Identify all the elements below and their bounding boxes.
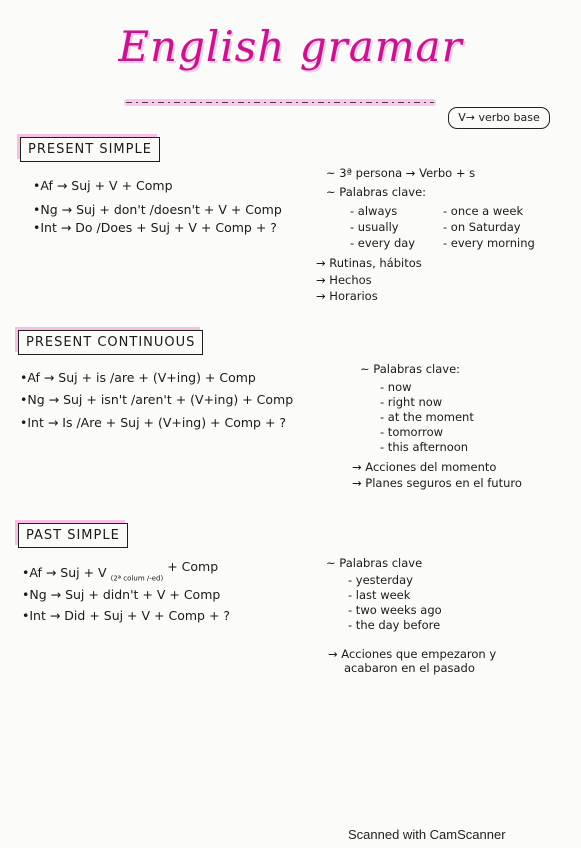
page-title: English gramar [118,22,463,71]
rule-affirmative: •Af → Suj + V + Comp [33,178,173,193]
scanner-watermark: Scanned with CamScanner [348,827,506,842]
keyword: - every morning [443,236,535,250]
rule-negative: •Ng → Suj + isn't /aren't + (V+ing) + Comp [20,392,294,407]
use-note: → Planes seguros en el futuro [352,476,522,490]
legend-note: V→ verbo base [448,107,550,129]
keyword: - tomorrow [380,425,444,439]
keyword: - usually [350,220,399,234]
rule-affirmative-main: •Af → Suj + V [22,565,107,580]
note: ~ Palabras clave: [360,362,461,376]
keyword: - last week [348,588,411,602]
rule-affirmative [22,559,219,583]
note: ~ Palabras clave: [326,185,427,199]
use-note: → Acciones del momento [352,460,497,474]
section-heading-past-simple: PAST SIMPLE [18,523,128,548]
rule-affirmative-end: + Comp [167,559,219,574]
keyword: - every day [350,236,416,250]
note: ~ Palabras clave [326,556,423,570]
use-note: acabaron en el pasado [344,661,475,675]
keyword: - at the moment [380,410,474,424]
rule-interrogative: •Int → Do /Does + Suj + V + Comp + ? [33,220,277,235]
use-note: → Rutinas, hábitos [316,256,422,270]
rule-negative: •Ng → Suj + don't /doesn't + V + Comp [33,202,282,217]
section-heading-present-simple: PRESENT SIMPLE [20,137,160,162]
keyword: - yesterday [348,573,413,587]
use-note: → Hechos [316,273,372,287]
keyword: - this afternoon [380,440,469,454]
keyword: - on Saturday [443,220,521,234]
keyword: - now [380,380,412,394]
section-heading-present-continuous: PRESENT CONTINUOUS [18,330,203,355]
title-underline [124,99,436,106]
note: ~ 3ª persona → Verbo + s [326,166,476,180]
keyword: - once a week [443,204,524,218]
use-note: → Acciones que empezaron y [328,647,497,661]
keyword: - the day before [348,618,441,632]
rule-negative: •Ng → Suj + didn't + V + Comp [22,587,221,602]
keyword: - right now [380,395,443,409]
rule-interrogative: •Int → Did + Suj + V + Comp + ? [22,608,231,623]
rule-interrogative: •Int → Is /Are + Suj + (V+ing) + Comp + ? [20,415,287,430]
use-note: → Horarios [316,289,378,303]
keyword: - always [350,204,398,218]
rule-affirmative: •Af → Suj + is /are + (V+ing) + Comp [20,370,256,385]
rule-affirmative-subscript: (2ª colum /-ed) [110,574,164,583]
keyword: - two weeks ago [348,603,442,617]
